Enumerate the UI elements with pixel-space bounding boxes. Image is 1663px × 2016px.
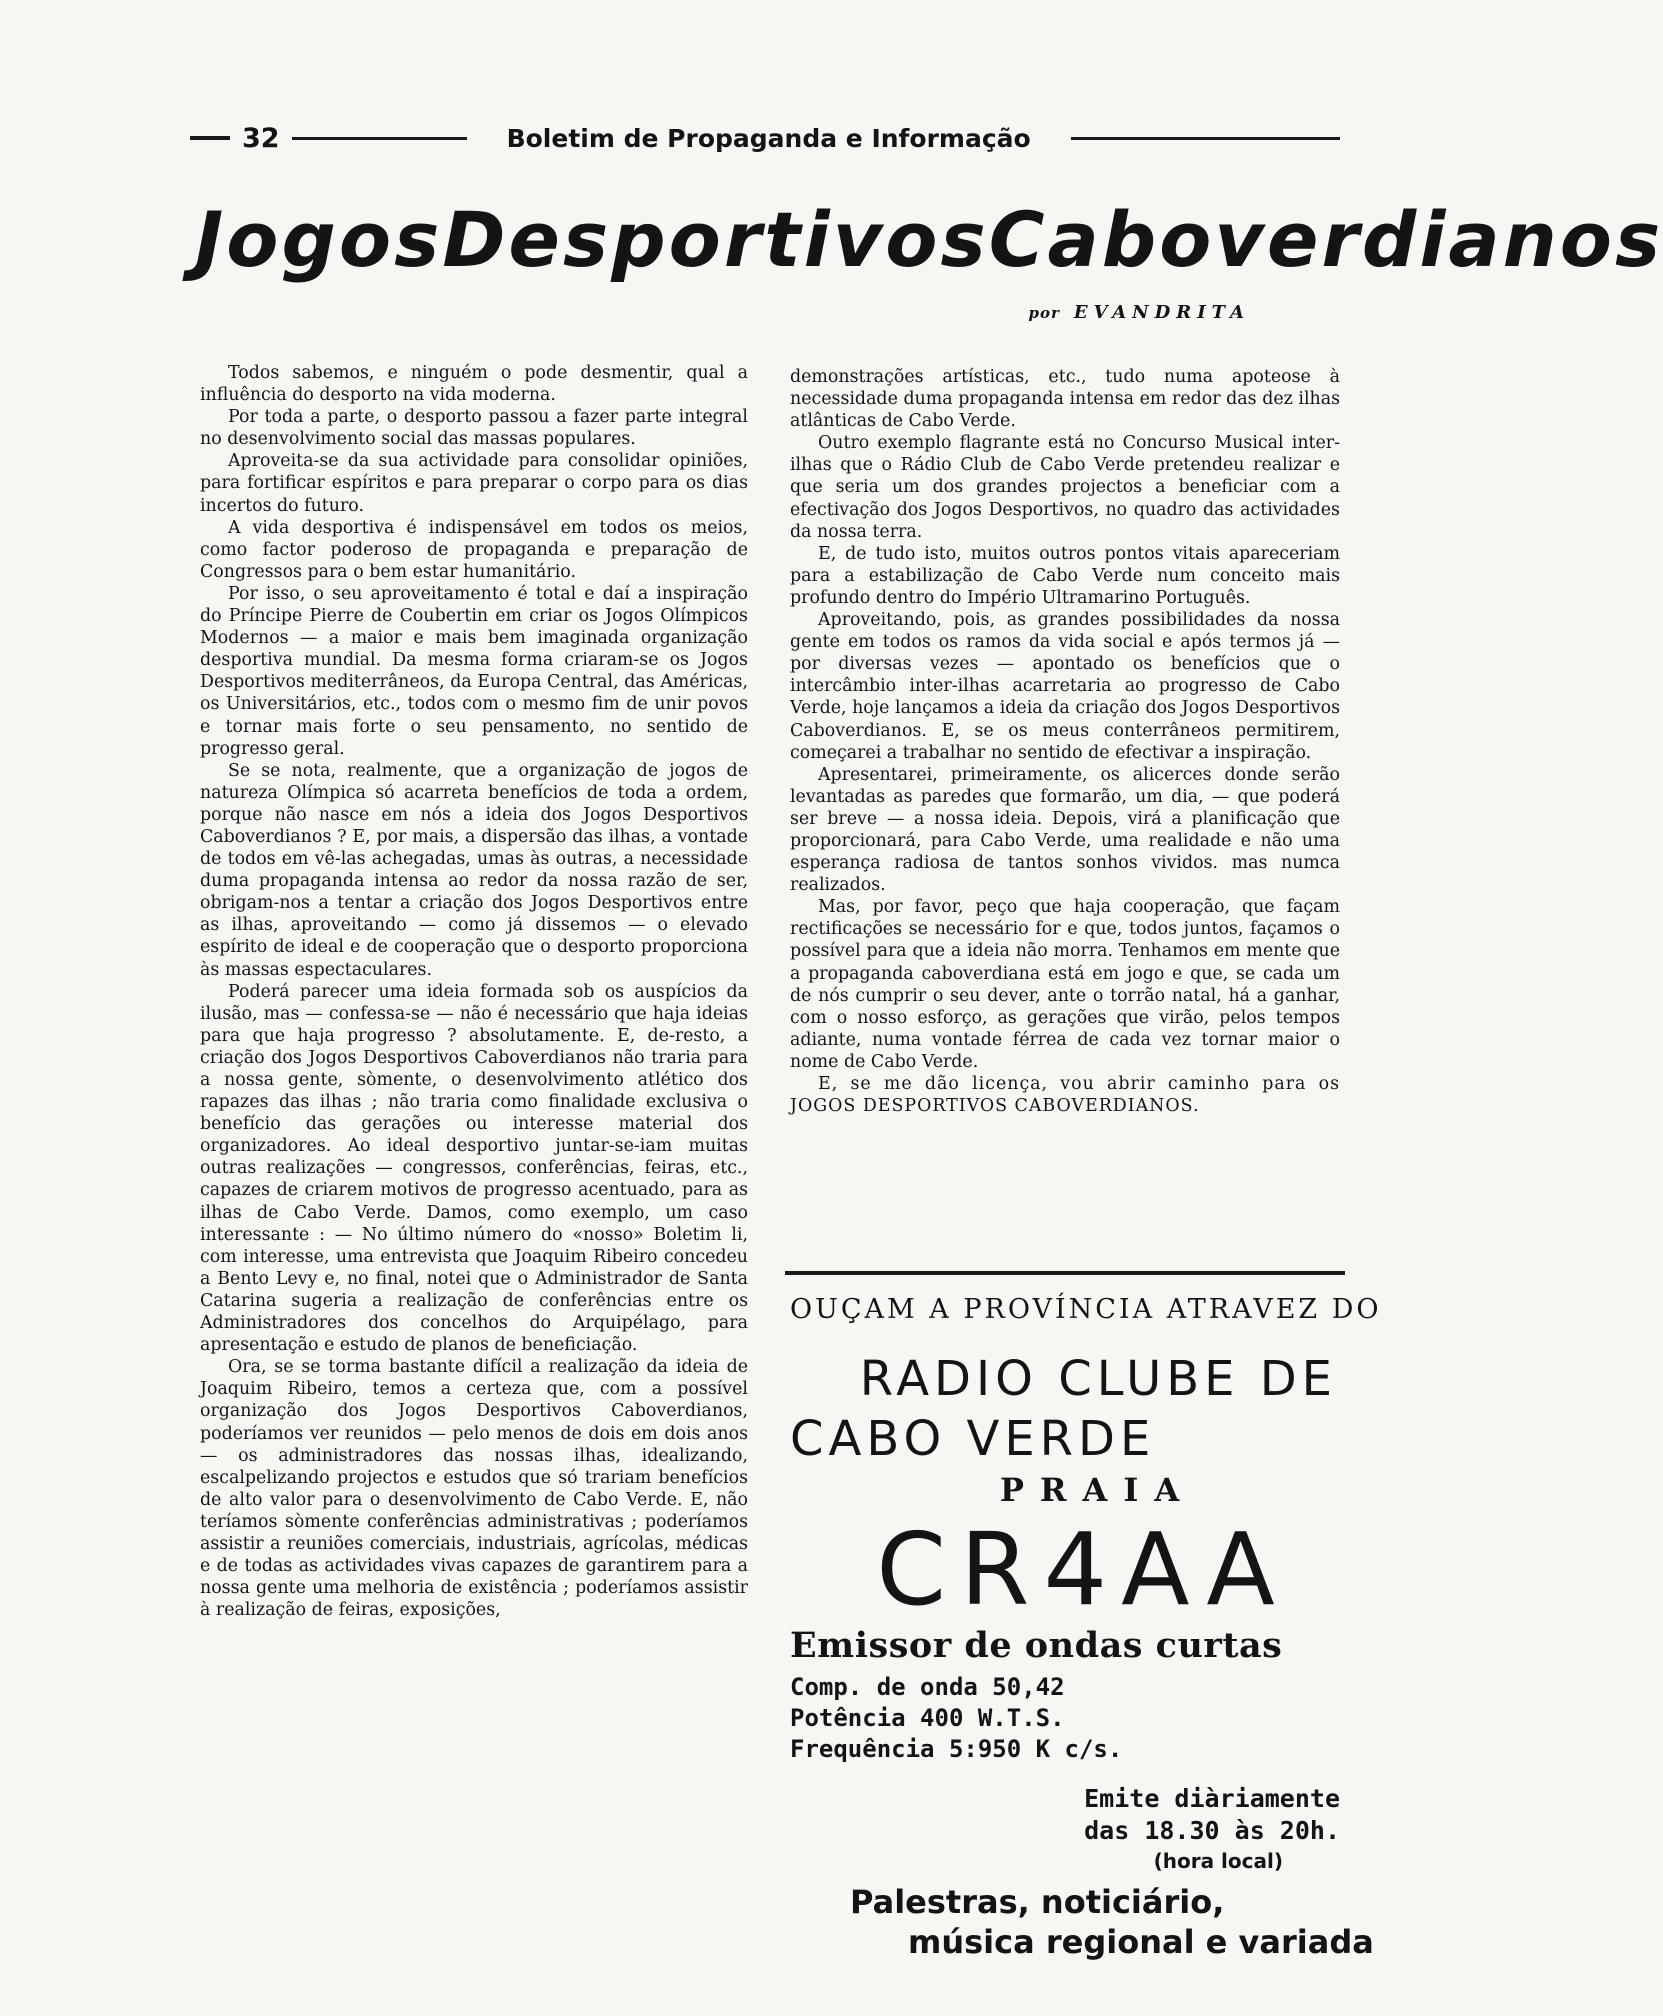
advertisement-divider [785, 1271, 1345, 1275]
paragraph: Ora, se se torma bastante difícil a realização da ideia de Joaquim Ribeiro, temos a certeza que, com a possível organização dos Jogos Desportivos Caboverdianos, poderíamos ver reunidos — pelo menos de dois em dois anos — os administradores das nossas ilhas, idealizando, escalpelizando projectos e estudos que só trariam benefícios de alto valor para o desenvolvimento de Cabo Verde. E, não teríamos sòmente conferências administrativas ; poderíamos assistir a reuniões comerciais, industriais, agrícolas, médicas e de todas as actividades vivas capazes de garantirem para a nossa gente uma melhoria de existência ; poderíamos assistir à realização de feiras, exposições, [200, 1357, 748, 1621]
paragraph: Outro exemplo flagrante está no Concurso Musical inter-ilhas que o Rádio Club de Cabo Verde pretendeu realizar e que seria um dos grandes projectos a beneficiar com a efectivação dos Jogos Desportivos, no quadro das actividades da nossa terra. [790, 433, 1340, 542]
paragraph: Por toda a parte, o desporto passou a fazer parte integral no desenvolvimento social das massas populares. [200, 407, 748, 450]
paragraph: Por isso, o seu aproveitamento é total e daí a inspiração do Príncipe Pierre de Coubertin em criar os Jogos Olímpicos Modernos — a maior e mais bem imaginada organização desportiva mundial. Da mesma forma criaram-se os Jogos Desportivos mediterrâneos, da Europa Central, das Américas, os Universitários, etc., todos com o mesmo fim de unir povos e tornar mais forte o seu pensamento, no sentido de progresso geral. [200, 583, 748, 759]
ad-wavelength: Comp. de onda 50,42 [790, 1673, 1065, 1701]
byline [1029, 302, 1250, 323]
ad-schedule [790, 1783, 1345, 1847]
paragraph: Todos sabemos, e ninguém o pode desmentir, qual a influência do desporto na vida moderna. [200, 363, 748, 406]
paragraph: Aproveita-se da sua actividade para consolidar opiniões, para fortificar espíritos e para preparar o corpo para os dias incertos do futuro. [200, 451, 748, 516]
ad-schedule-line2: das 18.30 às 20h. [1084, 1816, 1340, 1845]
paragraph: Apresentarei, primeiramente, os alicerces donde serão levantadas as paredes que formarão, um dia, — que poderá ser breve — a nossa ideia. Depois, virá a planificação que proporcionará, para Cabo Verde, uma realidade e não uma esperança radiosa de tantos sonhos vividos. mas numca realizados. [790, 764, 1340, 896]
paragraph: demonstrações artísticas, etc., tudo numa apoteose à necessidade duma propaganda intensa em redor das dez ilhas atlânticas de Cabo Verde. [790, 367, 1340, 432]
paragraph: Se se nota, realmente, que a organização de jogos de natureza Olímpica só acarreta benefícios de toda a ordem, porque não nasce em nós a ideia dos Jogos Desportivos Caboverdianos ? E, por mais, a dispersão das ilhas, a vontade de todos em vê-las achegadas, umas às outras, a necessidade duma propaganda intensa ao redor da nossa razão de ser, obrigam-nos a tentar a criação dos Jogos Desportivos entre as ilhas, aproveitando — como já dissemos — o elevado espírito de ideal e de cooperação que o desporto proporciona às massas espectaculares. [200, 760, 748, 980]
ad-call-sign: CR4AA [876, 1511, 1289, 1628]
title-word-2: Desportivos [442, 195, 989, 284]
header-rule-left [190, 136, 230, 140]
radio-advertisement [790, 1290, 1382, 1961]
author-name: EVANDRITA [1073, 302, 1250, 323]
ad-frequency: Frequência 5:950 K c/s. [790, 1735, 1123, 1763]
byline-prefix: por [1028, 304, 1060, 322]
ad-headline: OUÇAM A PROVÍNCIA ATRAVEZ DO [790, 1294, 1382, 1325]
ad-station-name-line1: RADIO CLUBE DE [859, 1351, 1337, 1407]
paragraph: Aproveitando, pois, as grandes possibilidades da nossa gente em todos os ramos da vida social e após termos já — por diversas vezes — apontado os benefícios que o intercâmbio inter-ilhas acarretaria ao progresso de Cabo Verde, hoje lançamos a ideia da criação dos Jogos Desportivos Caboverdianos. E, se os meus conterrâneos permitirem, começarei a trabalhar no sentido de efectivar a inspiração. [790, 610, 1340, 763]
title-word-3: Caboverdianos [988, 195, 1663, 284]
page-number: 32 [242, 122, 280, 154]
ad-city: PRAIA [999, 1471, 1196, 1509]
ad-local-time: (hora local) [1153, 1849, 1283, 1873]
header-rule-middle [292, 137, 467, 140]
running-header [190, 118, 1340, 158]
paragraph: A vida desportiva é indispensável em todos os meios, como factor poderoso de propaganda e preparação de Congressos para o bem estar humanitário. [200, 517, 748, 582]
title-word-1: Jogos [195, 195, 443, 284]
article-column-right [790, 366, 1340, 1117]
ad-power: Potência 400 W.T.S. [790, 1704, 1065, 1732]
article-column-left [200, 362, 748, 1621]
ad-schedule-line1: Emite diàriamente [1084, 1784, 1340, 1813]
ad-program-line2: música regional e variada [908, 1923, 1374, 1961]
ad-emitter: Emissor de ondas curtas [790, 1625, 1283, 1666]
article-title [195, 195, 1663, 284]
publication-title: Boletim de Propaganda e Informação [506, 123, 1031, 153]
ad-station-name-line2: CABO VERDE [790, 1411, 1156, 1467]
paragraph: Poderá parecer uma ideia formada sob os auspícios da ilusão, mas — confessa-se — não é necessário que haja ideias para que haja progresso ? absolutamente. E, de-resto, a criação dos Jogos Desportivos Caboverdianos não traria para a nossa gente, sòmente, o desenvolvimento atlético dos rapazes das ilhas ; não traria como finalidade exclusiva o benefício das gerações ou interesse material dos organizadores. Ao ideal desportivo juntar-se-iam muitas outras realizações — congressos, conferências, feiras, etc., capazes de criarem motivos de progresso acentuado, para as ilhas de Cabo Verde. Damos, como exemplo, um caso interessante : — No último número do «nosso» Boletim li, com interesse, uma entrevista que Joaquim Ribeiro concedeu a Bento Levy e, no final, notei que o Administrador de Santa Catarina sugeria a realização de conferências entre os Administradores dos concelhos do Arquipélago, para apresentação e estudo de planos de beneficiação. [200, 981, 748, 1356]
ad-program-line1: Palestras, noticiário, [850, 1883, 1225, 1921]
paragraph: Mas, por favor, peço que haja cooperação, que façam rectificações se necessário for e que, todos juntos, façamos o possível para que a ideia não morra. Tenhamos em mente que a propaganda caboverdiana está em jogo e que, se cada um de nós cumprir o seu dever, ante o torrão natal, há a ganhar, com o nosso esforço, as gerações que virão, pelos tempos adiante, numa vontade férrea de cada vez tornar maior o nome de Cabo Verde. [790, 897, 1340, 1072]
closing-paragraph: E, se me dão licença, vou abrir caminho para os JOGOS DESPORTIVOS CABOVERDIANOS. [790, 1074, 1340, 1117]
header-rule-right [1071, 137, 1340, 140]
paragraph: E, de tudo isto, muitos outros pontos vitais apareceriam para a estabilização de Cabo Verde num conceito mais profundo dentro do Império Ultramarino Português. [790, 543, 1340, 608]
